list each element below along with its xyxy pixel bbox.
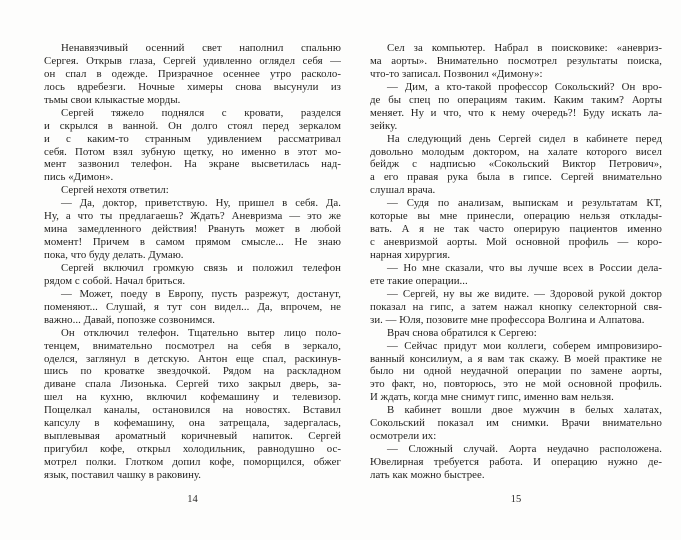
- text-line: зейку.: [370, 119, 398, 132]
- text-line: — Дим, а кто-такой профессор Сокольский? Он вро-: [387, 80, 662, 93]
- text-line: Сокольский показал им снимки. Врачи внимательно: [370, 417, 662, 430]
- text-line: слушал врача.: [370, 184, 436, 197]
- text-block: [44, 42, 341, 482]
- text-line: показал на гипс, а затем нажал кнопку селекторной свя-: [370, 300, 662, 313]
- text-line: пока, что буду делать. Думаю.: [44, 249, 184, 261]
- text-line: момент! Причем в самом прямом смысле... Не знаю: [44, 236, 341, 249]
- text-line: а его правая рука была в гипсе. Сергей внимательно: [370, 171, 662, 184]
- text-line: — Судя по анализам, выпискам и результатам КТ,: [387, 197, 662, 210]
- text-line: рядом с собой. Начал бриться.: [44, 274, 186, 287]
- text-line: он спал в одежде. Призрачное осеннее утро расколо-: [44, 67, 341, 80]
- text-line: выплевывая ароматный коричневый напиток. Сергей: [44, 430, 341, 443]
- text-line: с аневризмой аорты. Мой основной профиль — коро-: [370, 236, 662, 249]
- text-line: лось вдребезги. Ночные химеры снова высунули из: [44, 80, 341, 93]
- text-line: Ну, а что ты предлагаешь? Ждать? Аневризма — это же: [44, 210, 341, 223]
- text-line: важно... Давай, попозже созвонимся.: [44, 313, 215, 326]
- page-left: [44, 42, 341, 505]
- text-line: поменяют... Слушай, я тут сон видел... Да, впрочем, не: [44, 300, 341, 313]
- text-line: диване спала Лизонька. Сергей тихо закрыл дверь, за-: [44, 378, 341, 391]
- text-line: это факт, но, повторюсь, это не мой основной профиль.: [370, 378, 662, 391]
- text-line: Сергей включил громкую связь и положил телефон: [61, 261, 341, 274]
- text-line: Ненавязчивый осенний свет наполнил спальню: [61, 42, 341, 54]
- text-line: что-то записал. Позвонил «Димону»:: [370, 67, 543, 80]
- text-line: капсулу в кофемашину, она затрещала, задергалась,: [44, 417, 341, 430]
- text-line: Он отключил телефон. Тщательно вытер лицо поло-: [61, 326, 341, 339]
- text-line: пись «Димон».: [44, 171, 114, 184]
- page-number: 14: [187, 493, 198, 505]
- text-line: осмотрели их:: [370, 430, 437, 443]
- text-line: — Сейчас придут мои коллеги, соберем импровизиро-: [387, 339, 662, 352]
- text-line: мина замедленного действия! Рвануть может в любой: [44, 223, 341, 236]
- text-line: В кабинет вошли двое мужчин в белых халатах,: [387, 404, 662, 417]
- text-line: — Но мне сказали, что вы лучше всех в России дела-: [387, 261, 662, 274]
- text-line: На следующий день Сергей сидел в кабинете перед: [387, 132, 662, 145]
- text-line: меняет. Ну и что, что к нему очередь?! Буду искать ла-: [370, 106, 662, 119]
- text-line: пригубил кофе, открыл холодильник, равнодушно ос-: [44, 443, 341, 456]
- text-line: бейдж с надписью «Сокольский Виктор Петрович»,: [370, 158, 662, 171]
- text-line: было ни одной неудачной операции по замене аорты,: [370, 365, 662, 378]
- text-line: Сергея. Открыв глаза, Сергей удивленно оглядел себя —: [44, 54, 341, 67]
- text-line: Сел за компьютер. Набрал в поисковике: «аневриз-: [387, 42, 662, 54]
- text-line: де бы спец по операциям таким. Каким таким? Аорты: [370, 93, 662, 106]
- text-line: шись по кроватке звездочкой. Рядом на раскладном: [44, 365, 341, 378]
- text-line: Врач снова обратился к Сергею:: [387, 326, 537, 339]
- text-line: ете такие операции...: [370, 274, 468, 287]
- text-line: язык, поставил чашку в раковину.: [44, 468, 202, 481]
- text-line: оделся, заглянул в детскую. Антон еще спал, раскинув-: [44, 352, 341, 365]
- text-line: мент зазвонил телефон. На экране высветилась над-: [44, 158, 341, 171]
- text-line: мотрел полки. Глотком допил кофе, поморщился, обжег: [44, 456, 341, 468]
- text-line: тьмы свои клыкастые морды.: [44, 93, 181, 106]
- text-line: которые вы мне принесли, операцию нельзя отклады-: [370, 210, 662, 223]
- text-block: [370, 42, 662, 482]
- text-line: шел на кухню, включил кофемашину и телевизор.: [44, 391, 341, 404]
- text-line: тенцем, внимательно посмотрел на себя в зеркало,: [44, 339, 341, 352]
- text-line: лать как можно быстрее.: [370, 468, 485, 481]
- text-line: и с каким-то странным удивлением рассматривал: [44, 132, 341, 145]
- text-line: Сергей тяжело поднялся с кровати, разделся: [61, 106, 341, 119]
- text-line: Ювелирная требуется работа. И операцию нужно де-: [370, 456, 662, 468]
- text-line: И ждать, когда мне снимут гипс, именно вам нельзя.: [370, 391, 614, 404]
- text-line: — Сергей, ну вы же видите. — Здоровой рукой доктор: [387, 287, 662, 300]
- text-line: зи. — Юля, позовите мне профессора Волгина и Алпатова.: [370, 313, 645, 326]
- text-line: Сергей нехотя ответил:: [61, 184, 169, 197]
- page-right: [370, 42, 662, 505]
- text-line: и скрылся в ванной. Он долго стоял перед зеркалом: [44, 119, 341, 132]
- text-line: ванный консилиум, а я вам так скажу. В моей практике не: [370, 352, 662, 365]
- text-line: нарная хирургия.: [370, 249, 451, 261]
- text-line: ма аорты». Внимательно посмотрел результаты поиска,: [370, 54, 662, 67]
- text-line: — Да, доктор, приветствую. Ну, пришел в себя. Да.: [61, 197, 341, 210]
- text-line: себя. Потом взял зубную щетку, но именно в этот мо-: [44, 145, 341, 158]
- text-line: — Сложный случай. Аорта неудачно расположена.: [387, 443, 662, 456]
- text-line: вать. А я не так часто оперирую пациентов именно: [370, 223, 662, 236]
- text-line: — Может, поеду в Европу, пусть разрежут, достанут,: [61, 287, 341, 300]
- page-number: 15: [510, 493, 522, 505]
- text-line: довольно молодым доктором, на халате которого висел: [370, 145, 662, 158]
- text-line: Пощелкал каналы, остановился на новостях. Вставил: [44, 404, 341, 417]
